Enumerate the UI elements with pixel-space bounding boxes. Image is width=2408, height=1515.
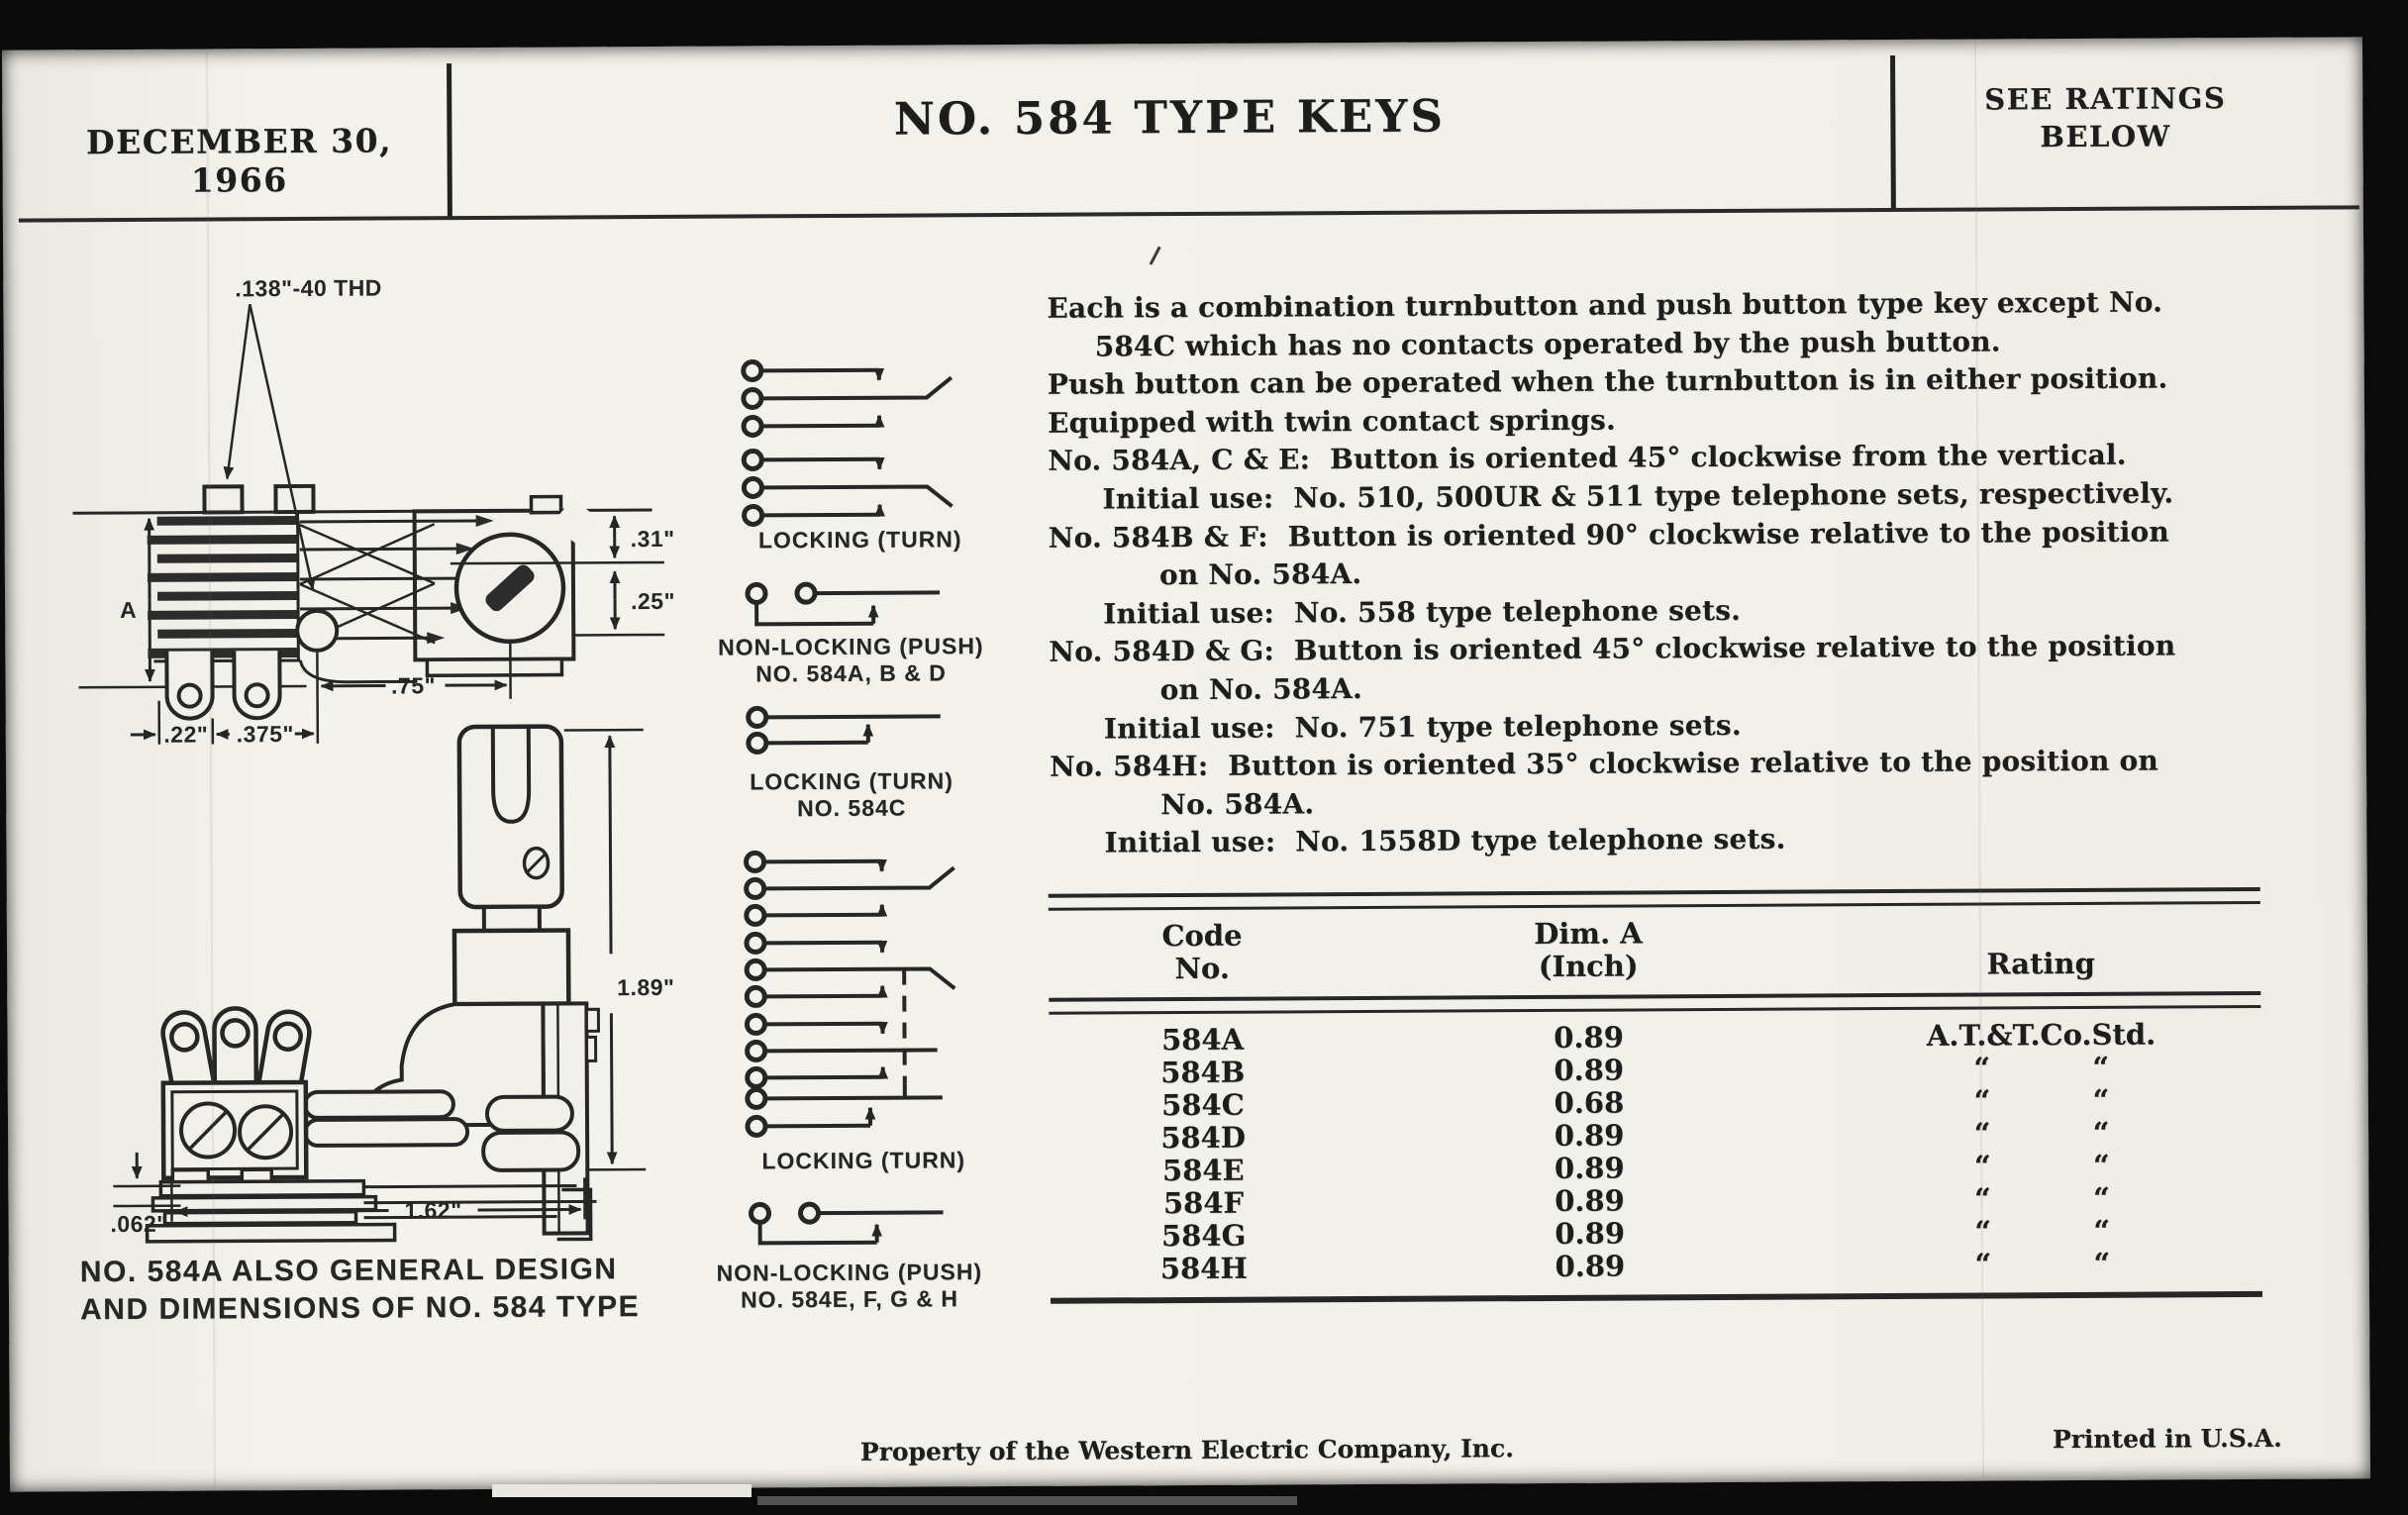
drawing-caption-line2: AND DIMENSIONS OF NO. 584 TYPE	[79, 1290, 641, 1327]
side-view-drawing	[59, 716, 696, 1260]
dim-a-cell: 0.89	[1554, 1020, 1624, 1055]
schematic-5-label-line1: NON-LOCKING (PUSH)	[716, 1259, 983, 1286]
notes-list	[1047, 283, 2337, 863]
ditto-mark: “	[1973, 1083, 1991, 1118]
note-line: Equipped with twin contact springs.	[1047, 403, 1616, 440]
schematic-4-label: LOCKING (TURN)	[761, 1147, 966, 1174]
note-line: Initial use: No. 751 type telephone sets.	[1103, 708, 1742, 745]
table-header-row	[1049, 904, 2260, 998]
schematic-2-label-line1: NON-LOCKING (PUSH)	[718, 633, 984, 660]
rating-cell	[1822, 1051, 2261, 1085]
ditto-mark: “	[1973, 1116, 1991, 1151]
dim-22-label: .22"	[163, 721, 209, 748]
bottom-bar-streak	[757, 1496, 1297, 1505]
note-line: Initial use: No. 558 type telephone sets.	[1103, 593, 1742, 631]
dim-a-label: A	[120, 596, 138, 624]
note-line: No. 584D & G: Button is oriented 45° clockwise relative to the position	[1049, 629, 2176, 669]
ratings-note	[1907, 79, 2303, 156]
note-line: Each is a combination turnbutton and push button type key except No.	[1047, 285, 2163, 325]
ditto-mark: “	[2092, 1050, 2110, 1084]
code-cell: 584B	[1160, 1055, 1246, 1090]
ratings-note-line2: BELOW	[2040, 119, 2171, 154]
header-divider-left	[447, 63, 452, 218]
note-line: Initial use: No. 1558D type telephone sets.	[1104, 822, 1786, 859]
ditto-mark: “	[2093, 1246, 2111, 1280]
ditto-mark: “	[2093, 1180, 2110, 1215]
dim-189-label: 1.89"	[617, 973, 675, 1001]
ditto-mark: “	[2093, 1213, 2111, 1248]
ditto-mark: “	[2092, 1082, 2110, 1117]
code-cell: 584G	[1160, 1218, 1247, 1254]
rating-cell	[1823, 1214, 2262, 1249]
note-line: No. 584A, C & E: Button is oriented 45° clockwise from the vertical.	[1048, 439, 2127, 478]
top-view-drawing	[56, 251, 676, 749]
schematic-nonlocking-push-efgh	[700, 1184, 1037, 1256]
ditto-mark: “	[2092, 1148, 2110, 1182]
ratings-table	[1049, 887, 2262, 1304]
rating-cell	[1823, 1247, 2262, 1281]
schematic-5-label-line2: NO. 584E, F, G & H	[740, 1285, 959, 1313]
note-line: 584C which has no contacts operated by the push button.	[1094, 324, 2001, 363]
schematic-locking-turn-584c	[698, 699, 1035, 760]
table-body	[1049, 1008, 2262, 1286]
ditto-mark: “	[1974, 1214, 1992, 1249]
issue-date: DECEMBER 30, 1966	[85, 121, 393, 200]
dim-75-label: .75"	[391, 672, 437, 699]
drawing-caption	[80, 1251, 734, 1330]
schematic-3-label	[683, 767, 1020, 823]
note-line: Initial use: No. 510, 500UR & 511 type telephone sets, respectively.	[1102, 476, 2174, 516]
dim-162-label: 1.62"	[404, 1197, 462, 1224]
schematic-1-label: LOCKING (TURN)	[757, 526, 962, 554]
ditto-mark: “	[1974, 1247, 1992, 1281]
code-cell: 584A	[1160, 1022, 1245, 1058]
dim-375-label: .375"	[236, 721, 294, 748]
rating-cell	[1822, 1149, 2261, 1183]
schematic-2-label-line2: NO. 584A, B & D	[755, 659, 947, 687]
header-rule	[19, 205, 2359, 222]
bottom-bar-gap	[492, 1484, 752, 1497]
table-header-rating: Rating	[1986, 946, 2095, 981]
dim-a-cell: 0.89	[1554, 1118, 1625, 1153]
note-line: No. 584A.	[1160, 786, 1315, 821]
thread-spec-label: .138"-40 THD	[235, 274, 382, 302]
schematic-3-label-line1: LOCKING (TURN)	[750, 767, 953, 795]
dim-a-cell: 0.89	[1555, 1183, 1625, 1218]
header-divider-right	[1890, 55, 1896, 210]
property-notice: Property of the Western Electric Company, Inc.	[859, 1434, 1514, 1466]
dim-a-cell: 0.68	[1554, 1085, 1625, 1120]
dim-a-cell: 0.89	[1555, 1249, 1626, 1283]
dim-a-cell: 0.89	[1555, 1216, 1626, 1251]
note-line: No. 584H: Button is oriented 35° clockwise relative to the position on	[1049, 744, 2159, 783]
rating-cell	[1822, 1181, 2261, 1216]
rating-cell	[1822, 1116, 2261, 1151]
dim-a-cell: 0.89	[1554, 1053, 1625, 1087]
code-cell: 584H	[1159, 1251, 1248, 1286]
page-title: NO. 584 TYPE KEYS	[893, 89, 1447, 146]
table-rule-bottom	[1051, 1291, 2262, 1304]
table-header-code: Code No.	[1161, 918, 1243, 986]
drawing-caption-line1: NO. 584A ALSO GENERAL DESIGN	[79, 1253, 618, 1289]
note-line: on No. 584A.	[1158, 557, 1362, 592]
ditto-mark: “	[1973, 1051, 1991, 1085]
printed-in-usa: Printed in U.S.A.	[2052, 1423, 2282, 1455]
code-cell: 584D	[1160, 1120, 1247, 1156]
rating-cell	[1822, 1083, 2261, 1118]
schematic-2-label	[682, 633, 1019, 688]
schematic-locking-turn-1	[696, 348, 1034, 533]
rating-cell: A.T.&T.Co.Std.	[1926, 1017, 2157, 1053]
note-line: No. 584B & F: Button is oriented 90° clockwise relative to the position	[1048, 515, 2170, 555]
dim-25-label: .25"	[630, 587, 676, 615]
ditto-mark: “	[1974, 1181, 1991, 1216]
schematic-3-label-line2: NO. 584C	[797, 794, 907, 822]
schematic-5-label	[681, 1259, 1018, 1314]
note-line: Push button can be operated when the turnbutton is in either position.	[1047, 361, 2168, 401]
note-line: on No. 584A.	[1159, 671, 1363, 707]
dim-31-label: .31"	[630, 525, 675, 553]
paper	[2, 37, 2370, 1491]
table-header-dim-a: Dim. A (Inch)	[1534, 916, 1643, 984]
code-cell: 584F	[1162, 1185, 1245, 1221]
scan-mark	[1150, 247, 1161, 265]
ditto-mark: “	[2092, 1115, 2110, 1150]
code-cell: 584C	[1161, 1087, 1245, 1123]
dim-062-label: .062"	[110, 1210, 168, 1238]
table-row	[1051, 1247, 2262, 1286]
ditto-mark: “	[1973, 1149, 1991, 1183]
code-cell: 584E	[1161, 1153, 1245, 1188]
schematic-locking-turn-2	[698, 848, 1037, 1147]
ratings-note-line1: SEE RATINGS	[1984, 81, 2227, 117]
dim-a-cell: 0.89	[1554, 1151, 1625, 1185]
